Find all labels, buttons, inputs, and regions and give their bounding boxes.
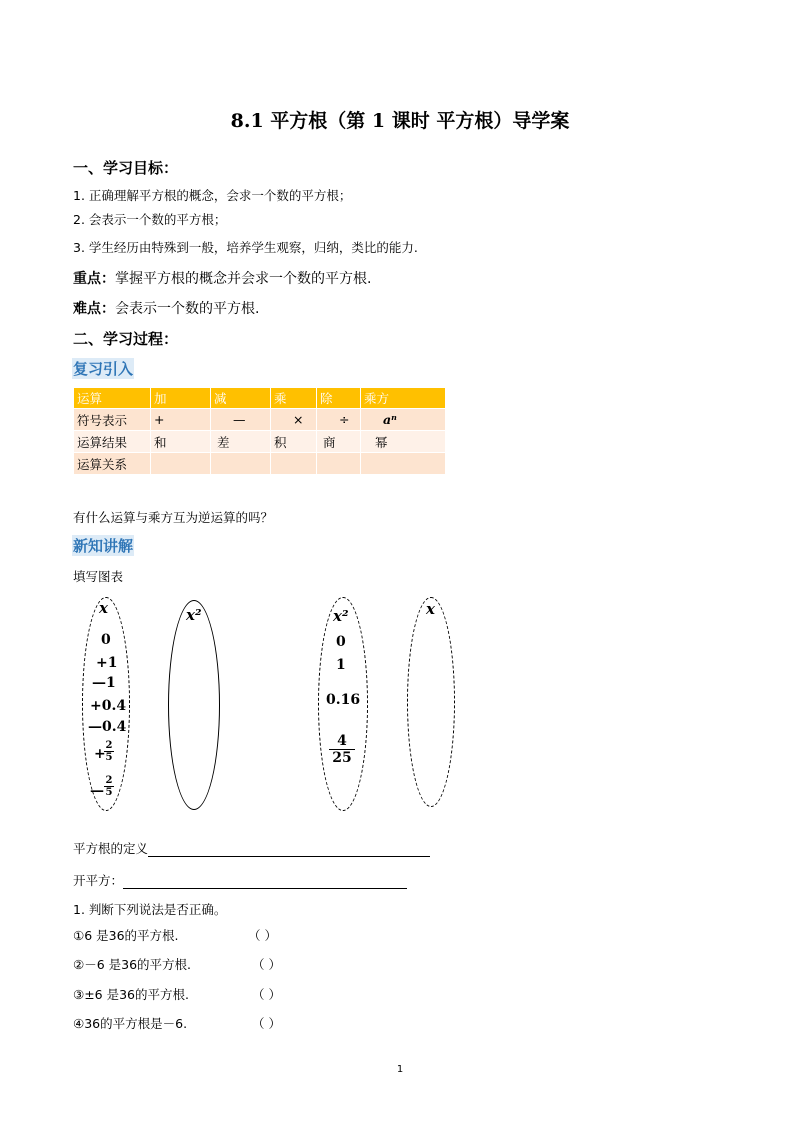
oval3-value: 0 bbox=[336, 634, 346, 650]
exercise-item: ③±6 是36的平方根. bbox=[73, 987, 189, 1002]
oval3-value: 0.16 bbox=[326, 692, 361, 708]
oval4-head: x bbox=[426, 600, 435, 618]
answer-blank[interactable] bbox=[123, 874, 407, 889]
answer-paren[interactable]: （ ） bbox=[248, 928, 277, 943]
key-label: 重点： bbox=[73, 271, 115, 287]
table-cell: 运算结果 bbox=[74, 431, 151, 453]
oval1-value: —0.4 bbox=[88, 719, 127, 735]
difficulty-label: 难点： bbox=[73, 301, 115, 317]
table-cell: 商 bbox=[317, 431, 361, 453]
oval-x-squared-empty bbox=[168, 600, 220, 810]
answer-paren[interactable]: （ ） bbox=[252, 957, 281, 972]
key-text: 掌握平方根的概念并会求一个数的平方根. bbox=[115, 271, 372, 287]
table-cell: 乘 bbox=[271, 388, 317, 409]
table-row bbox=[74, 431, 446, 453]
kaifang-label: 开平方： bbox=[73, 873, 124, 888]
difficulty-text: 会表示一个数的平方根. bbox=[115, 301, 260, 317]
review-tag: 复习引入 bbox=[73, 360, 134, 378]
table-header-row bbox=[74, 388, 446, 409]
goal-item: 3. 学生经历由特殊到一般，培养学生观察，归纳，类比的能力. bbox=[73, 240, 418, 255]
table-cell: 除 bbox=[317, 388, 361, 409]
definition-label: 平方根的定义 bbox=[73, 841, 149, 856]
denominator: 25 bbox=[332, 750, 352, 766]
numerator: 2 bbox=[105, 740, 113, 751]
table-cell: 运算关系 bbox=[74, 453, 151, 475]
exercise-item: ②－6 是36的平方根. bbox=[73, 957, 192, 972]
table-cell bbox=[361, 453, 446, 475]
numerator: 2 bbox=[105, 775, 113, 786]
table-cell: 符号表示 bbox=[74, 409, 151, 431]
exercise-item: ④36的平方根是－6. bbox=[73, 1016, 188, 1031]
table-cell: 和 bbox=[151, 431, 211, 453]
goal-item: 2. 会表示一个数的平方根； bbox=[73, 212, 227, 227]
denominator: 5 bbox=[105, 752, 113, 763]
oval1-frac-sign: + bbox=[94, 746, 106, 762]
table-cell: 积 bbox=[271, 431, 317, 453]
oval3-fraction bbox=[329, 733, 355, 766]
page-number: 1 bbox=[396, 1064, 404, 1075]
section-heading-process: 二、学习过程： bbox=[73, 330, 179, 348]
oval3-head: x² bbox=[333, 607, 349, 625]
table-cell bbox=[271, 453, 317, 475]
operations-table bbox=[73, 387, 446, 475]
table-row bbox=[74, 453, 446, 475]
table-cell: 加 bbox=[151, 388, 211, 409]
new-knowledge-tag: 新知讲解 bbox=[73, 537, 134, 555]
question-text: 有什么运算与乘方互为逆运算的吗？ bbox=[73, 510, 274, 525]
table-cell: 运算 bbox=[74, 388, 151, 409]
oval1-value: 0 bbox=[101, 632, 111, 648]
denominator: 5 bbox=[105, 787, 113, 798]
oval1-frac-sign: — bbox=[90, 783, 104, 799]
oval1-value: —1 bbox=[92, 675, 116, 691]
answer-paren[interactable]: （ ） bbox=[252, 1016, 281, 1031]
table-cell bbox=[317, 453, 361, 475]
table-cell: ÷ bbox=[317, 409, 361, 431]
table-cell: + bbox=[151, 409, 211, 431]
key-point bbox=[73, 268, 371, 288]
page-title: 8.1 平方根（第 1 课时 平方根）导学案 bbox=[230, 110, 570, 132]
oval1-fraction bbox=[104, 740, 114, 763]
exercise-title: 1. 判断下列说法是否正确。 bbox=[73, 902, 227, 917]
table-cell: 乘方 bbox=[361, 388, 446, 409]
fill-label: 填写图表 bbox=[73, 569, 124, 584]
oval-x-empty bbox=[407, 597, 455, 807]
table-cell bbox=[211, 453, 271, 475]
table-cell: × bbox=[271, 409, 317, 431]
section-heading-goals: 一、学习目标： bbox=[73, 159, 179, 177]
table-cell: — bbox=[211, 409, 271, 431]
kaifang-line bbox=[73, 871, 407, 889]
oval1-head: x bbox=[99, 599, 108, 617]
oval1-fraction bbox=[104, 775, 114, 798]
goal-item: 1. 正确理解平方根的概念，会求一个数的平方根； bbox=[73, 188, 352, 203]
oval1-value: +1 bbox=[96, 655, 118, 671]
numerator: 4 bbox=[337, 733, 347, 749]
definition-line bbox=[73, 839, 430, 857]
oval3-value: 1 bbox=[336, 657, 346, 673]
table-cell: 减 bbox=[211, 388, 271, 409]
oval1-value: +0.4 bbox=[90, 698, 127, 714]
difficulty-point bbox=[73, 298, 259, 318]
answer-blank[interactable] bbox=[148, 842, 430, 857]
oval2-head: x² bbox=[186, 606, 202, 624]
answer-paren[interactable]: （ ） bbox=[252, 987, 281, 1002]
table-cell bbox=[151, 453, 211, 475]
exercise-item: ①6 是36的平方根. bbox=[73, 928, 179, 943]
table-cell: aⁿ bbox=[361, 409, 446, 431]
table-cell: 差 bbox=[211, 431, 271, 453]
table-cell: 幂 bbox=[361, 431, 446, 453]
table-row bbox=[74, 409, 446, 431]
